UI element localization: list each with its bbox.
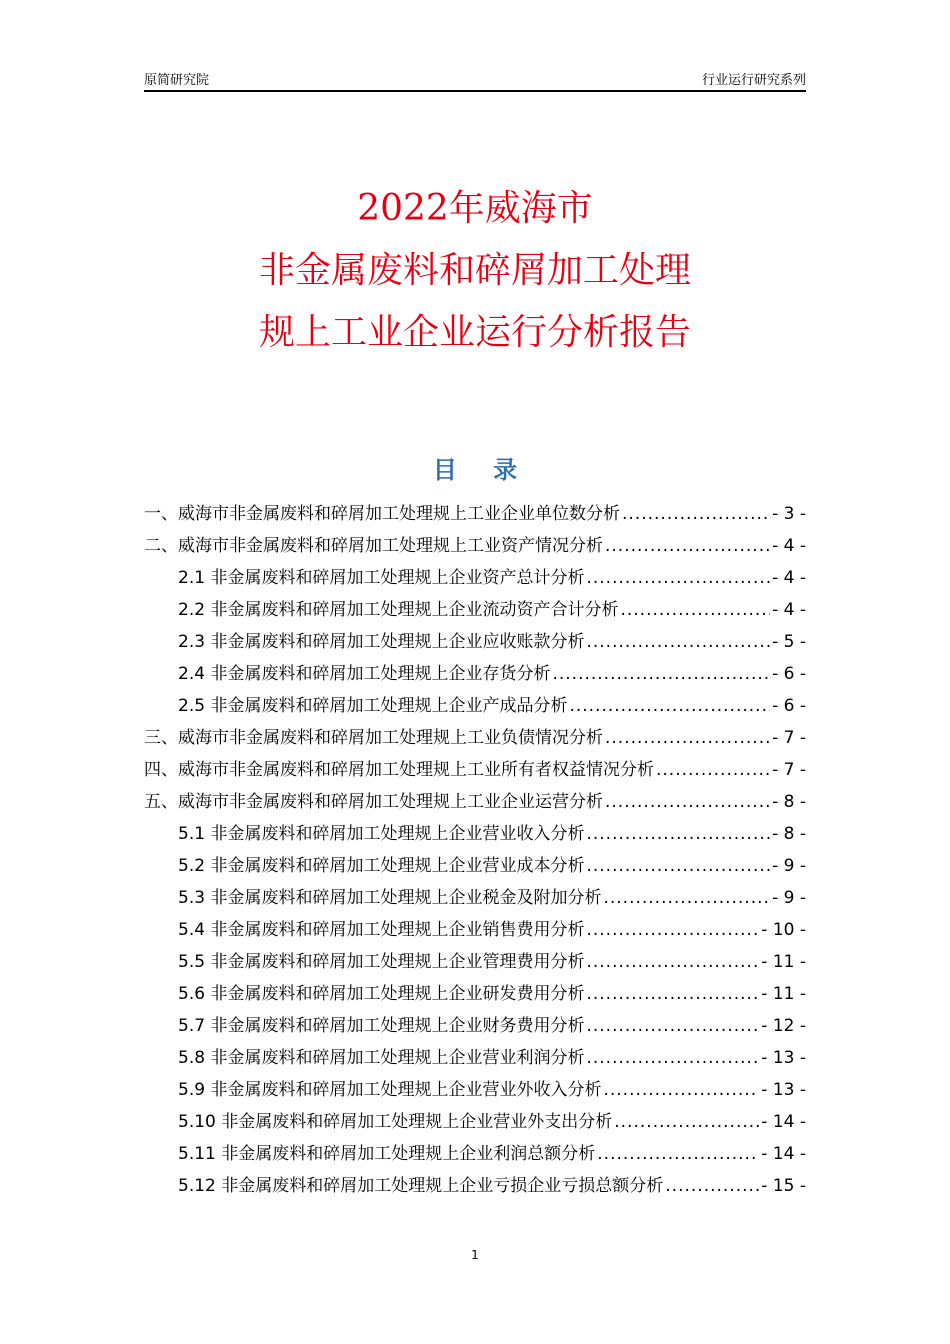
- toc-leader-dots: [586, 1044, 759, 1072]
- toc-entry-page: - 4 -: [772, 568, 806, 588]
- toc-entry[interactable]: [144, 884, 806, 916]
- toc-entry[interactable]: [144, 820, 806, 852]
- toc-entry-page: - 5 -: [772, 632, 806, 652]
- toc-entry-label: 5.2 非金属废料和碎屑加工处理规上企业营业成本分析: [178, 856, 585, 876]
- toc-entry[interactable]: [144, 724, 806, 756]
- toc-entry[interactable]: [144, 756, 806, 788]
- toc-entry-label: 五、威海市非金属废料和碎屑加工处理规上工业企业运营分析: [144, 792, 603, 812]
- toc-entry-page: - 15 -: [761, 1176, 806, 1196]
- page-number: 1: [471, 1248, 479, 1262]
- toc-entry-label: 5.10 非金属废料和碎屑加工处理规上企业营业外支出分析: [178, 1112, 613, 1132]
- toc-entry-label: 2.1 非金属废料和碎屑加工处理规上企业资产总计分析: [178, 568, 585, 588]
- toc-entry-page: - 3 -: [772, 504, 806, 524]
- toc-entry-label: 一、威海市非金属废料和碎屑加工处理规上工业企业单位数分析: [144, 504, 620, 524]
- toc-entry[interactable]: [144, 1140, 806, 1172]
- table-of-contents: [144, 500, 806, 1204]
- toc-entry[interactable]: [144, 1012, 806, 1044]
- toc-leader-dots: [586, 948, 759, 976]
- toc-entry[interactable]: [144, 852, 806, 884]
- toc-entry-page: - 7 -: [772, 728, 806, 748]
- toc-entry-label: 2.5 非金属废料和碎屑加工处理规上企业产成品分析: [178, 696, 568, 716]
- toc-entry-label: 5.12 非金属废料和碎屑加工处理规上企业亏损企业亏损总额分析: [178, 1176, 664, 1196]
- toc-entry[interactable]: [144, 628, 806, 660]
- toc-entry-label: 5.8 非金属废料和碎屑加工处理规上企业营业利润分析: [178, 1048, 585, 1068]
- title-line: 非金属废料和碎屑加工处理: [258, 250, 691, 291]
- report-title: [0, 178, 950, 364]
- toc-entry-page: - 14 -: [761, 1144, 806, 1164]
- toc-entry-page: - 7 -: [772, 760, 806, 780]
- toc-entry-label: 2.4 非金属废料和碎屑加工处理规上企业存货分析: [178, 664, 551, 684]
- toc-leader-dots: [586, 916, 759, 944]
- toc-entry-page: - 4 -: [772, 600, 806, 620]
- toc-leader-dots: [586, 1012, 759, 1040]
- toc-entry-page: - 12 -: [761, 1016, 806, 1036]
- page-header: [144, 68, 806, 92]
- toc-entry-page: - 10 -: [761, 920, 806, 940]
- toc-entry-label: 5.3 非金属废料和碎屑加工处理规上企业税金及附加分析: [178, 888, 602, 908]
- toc-leader-dots: [586, 980, 759, 1008]
- toc-entry-page: - 6 -: [772, 664, 806, 684]
- toc-entry-label: 5.11 非金属废料和碎屑加工处理规上企业利润总额分析: [178, 1144, 596, 1164]
- toc-leader-dots: [603, 884, 770, 912]
- toc-entry-label: 5.5 非金属废料和碎屑加工处理规上企业管理费用分析: [178, 952, 585, 972]
- toc-entry-page: - 11 -: [761, 984, 806, 1004]
- header-left: 原简研究院: [144, 73, 210, 88]
- toc-entry[interactable]: [144, 532, 806, 564]
- toc-entry-label: 2.3 非金属废料和碎屑加工处理规上企业应收账款分析: [178, 632, 585, 652]
- toc-entry[interactable]: [144, 916, 806, 948]
- toc-entry[interactable]: [144, 692, 806, 724]
- toc-entry[interactable]: [144, 596, 806, 628]
- toc-leader-dots: [665, 1172, 759, 1200]
- toc-entry-label: 5.1 非金属废料和碎屑加工处理规上企业营业收入分析: [178, 824, 585, 844]
- toc-entry-page: - 11 -: [761, 952, 806, 972]
- toc-entry-page: - 9 -: [772, 856, 806, 876]
- toc-leader-dots: [622, 500, 770, 528]
- toc-entry[interactable]: [144, 1108, 806, 1140]
- toc-entry-page: - 9 -: [772, 888, 806, 908]
- toc-leader-dots: [620, 596, 770, 624]
- toc-leader-dots: [605, 532, 770, 560]
- toc-entry-page: - 8 -: [772, 824, 806, 844]
- toc-leader-dots: [656, 756, 770, 784]
- toc-entry[interactable]: [144, 1076, 806, 1108]
- toc-leader-dots: [552, 660, 770, 688]
- toc-entry-label: 三、威海市非金属废料和碎屑加工处理规上工业负债情况分析: [144, 728, 603, 748]
- toc-entry-label: 二、威海市非金属废料和碎屑加工处理规上工业资产情况分析: [144, 536, 603, 556]
- toc-entry[interactable]: [144, 564, 806, 596]
- toc-heading: 目 录: [432, 456, 532, 484]
- toc-entry-page: - 6 -: [772, 696, 806, 716]
- toc-leader-dots: [569, 692, 770, 720]
- toc-entry-page: - 13 -: [761, 1048, 806, 1068]
- toc-entry-page: - 14 -: [761, 1112, 806, 1132]
- toc-entry[interactable]: [144, 788, 806, 820]
- toc-leader-dots: [605, 724, 770, 752]
- toc-entry-label: 5.7 非金属废料和碎屑加工处理规上企业财务费用分析: [178, 1016, 585, 1036]
- toc-entry[interactable]: [144, 660, 806, 692]
- toc-leader-dots: [586, 852, 770, 880]
- toc-leader-dots: [614, 1108, 759, 1136]
- title-line: 2022年威海市: [357, 188, 593, 229]
- toc-leader-dots: [603, 1076, 759, 1104]
- toc-leader-dots: [586, 820, 770, 848]
- toc-leader-dots: [597, 1140, 759, 1168]
- toc-entry[interactable]: [144, 948, 806, 980]
- toc-entry-label: 5.6 非金属废料和碎屑加工处理规上企业研发费用分析: [178, 984, 585, 1004]
- toc-entry[interactable]: [144, 1044, 806, 1076]
- toc-entry[interactable]: [144, 500, 806, 532]
- toc-leader-dots: [586, 628, 770, 656]
- toc-entry-page: - 8 -: [772, 792, 806, 812]
- toc-entry-page: - 4 -: [772, 536, 806, 556]
- toc-entry-label: 2.2 非金属废料和碎屑加工处理规上企业流动资产合计分析: [178, 600, 619, 620]
- toc-entry-page: - 13 -: [761, 1080, 806, 1100]
- toc-entry[interactable]: [144, 1172, 806, 1204]
- toc-leader-dots: [586, 564, 770, 592]
- header-right: 行业运行研究系列: [701, 73, 806, 88]
- toc-leader-dots: [605, 788, 770, 816]
- title-line: 规上工业企业运行分析报告: [258, 312, 691, 353]
- toc-entry[interactable]: [144, 980, 806, 1012]
- toc-entry-label: 四、威海市非金属废料和碎屑加工处理规上工业所有者权益情况分析: [144, 760, 654, 780]
- toc-entry-label: 5.4 非金属废料和碎屑加工处理规上企业销售费用分析: [178, 920, 585, 940]
- toc-entry-label: 5.9 非金属废料和碎屑加工处理规上企业营业外收入分析: [178, 1080, 602, 1100]
